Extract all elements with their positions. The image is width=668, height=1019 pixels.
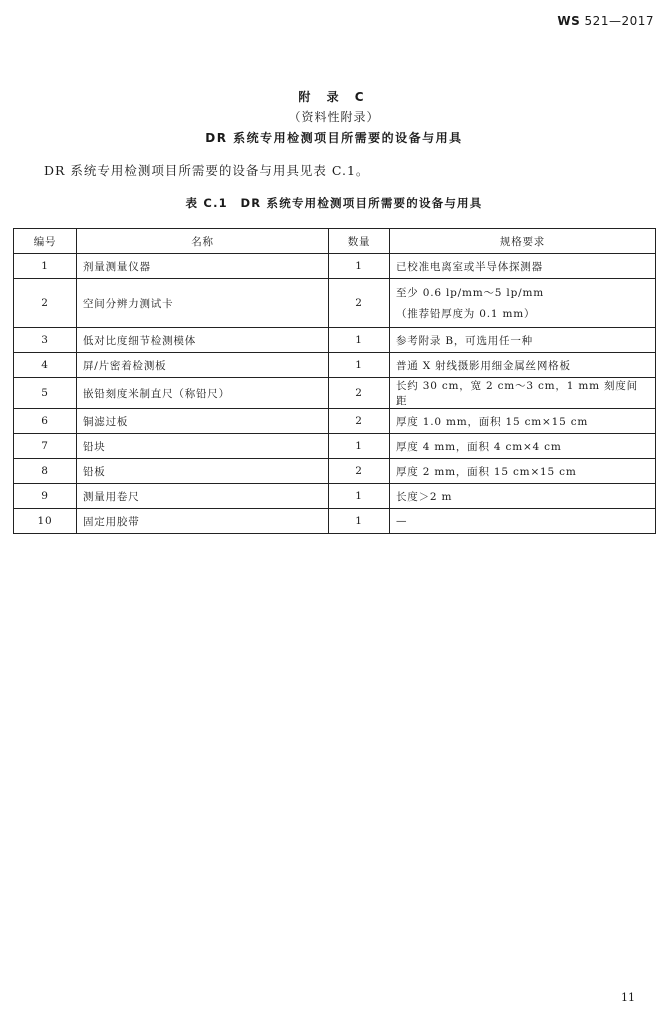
row-name: 固定用胶带: [77, 509, 329, 534]
row-quantity: 1: [329, 484, 390, 509]
row-number: 7: [14, 434, 77, 459]
row-quantity: 1: [329, 254, 390, 279]
row-name: 低对比度细节检测模体: [77, 328, 329, 353]
intro-paragraph: DR 系统专用检测项目所需要的设备与用具见表 C.1。: [44, 163, 370, 178]
row-name: 铅板: [77, 459, 329, 484]
appendix-type: （资料性附录）: [288, 110, 380, 124]
row-spec-note: （推荐铅厚度为 0.1 mm）: [396, 308, 536, 320]
table-row: [14, 254, 656, 279]
table-caption: 表 C.1 DR 系统专用检测项目所需要的设备与用具: [185, 196, 483, 210]
row-spec: 普通 X 射线摄影用细金属丝网格板: [390, 353, 656, 378]
row-quantity: 2: [329, 459, 390, 484]
row-number: 3: [14, 328, 77, 353]
row-number: 6: [14, 409, 77, 434]
table-row: [14, 484, 656, 509]
row-quantity: 1: [329, 434, 390, 459]
table-row: [14, 328, 656, 353]
appendix-heading: DR 系统专用检测项目所需要的设备与用具: [205, 131, 463, 145]
equipment-table: [13, 228, 656, 534]
table-row: [14, 509, 656, 534]
row-quantity: 2: [329, 409, 390, 434]
row-spec: —: [390, 509, 656, 534]
row-quantity: 1: [329, 328, 390, 353]
row-spec-cell: [390, 279, 656, 328]
row-spec: 厚度 4 mm，面积 4 cm×4 cm: [390, 434, 656, 459]
table-row: [14, 378, 656, 409]
row-number: 1: [14, 254, 77, 279]
standard-code: [557, 14, 654, 28]
row-name: 空间分辨力测试卡: [77, 279, 329, 328]
header-spec: 规格要求: [390, 229, 656, 254]
row-number: 10: [14, 509, 77, 534]
table-row: [14, 434, 656, 459]
table-row: [14, 353, 656, 378]
standard-prefix: WS: [557, 14, 581, 28]
row-spec: 厚度 1.0 mm，面积 15 cm×15 cm: [390, 409, 656, 434]
row-spec: 厚度 2 mm，面积 15 cm×15 cm: [390, 459, 656, 484]
row-number: 9: [14, 484, 77, 509]
row-number: 8: [14, 459, 77, 484]
table-header-row: [14, 229, 656, 254]
row-name: 嵌铅刻度米制直尺（称铅尺）: [77, 378, 329, 409]
row-number: 2: [14, 279, 77, 328]
header-name: 名称: [77, 229, 329, 254]
row-name: 铜滤过板: [77, 409, 329, 434]
header-number: 编号: [14, 229, 77, 254]
row-number: 5: [14, 378, 77, 409]
row-spec: 至少 0.6 lp/mm～5 lp/mm: [396, 287, 544, 299]
row-name: 剂量测量仪器: [77, 254, 329, 279]
row-quantity: 1: [329, 353, 390, 378]
row-spec: 长度＞2 m: [390, 484, 656, 509]
row-spec: 长约 30 cm，宽 2 cm～3 cm，1 mm 刻度间距: [390, 378, 656, 409]
row-name: 铅块: [77, 434, 329, 459]
row-quantity: 1: [329, 509, 390, 534]
appendix-title: 附 录 C: [298, 90, 370, 104]
row-quantity: 2: [329, 279, 390, 328]
row-quantity: 2: [329, 378, 390, 409]
table-row: [14, 459, 656, 484]
row-name: 测量用卷尺: [77, 484, 329, 509]
table-row: [14, 409, 656, 434]
row-spec: 参考附录 B，可选用任一种: [390, 328, 656, 353]
page-number: 11: [621, 991, 635, 1004]
header-quantity: 数量: [329, 229, 390, 254]
row-number: 4: [14, 353, 77, 378]
row-name: 屏/片密着检测板: [77, 353, 329, 378]
table-row: [14, 279, 656, 328]
row-spec: 已校准电离室或半导体探测器: [390, 254, 656, 279]
standard-number: 521—2017: [584, 14, 654, 28]
